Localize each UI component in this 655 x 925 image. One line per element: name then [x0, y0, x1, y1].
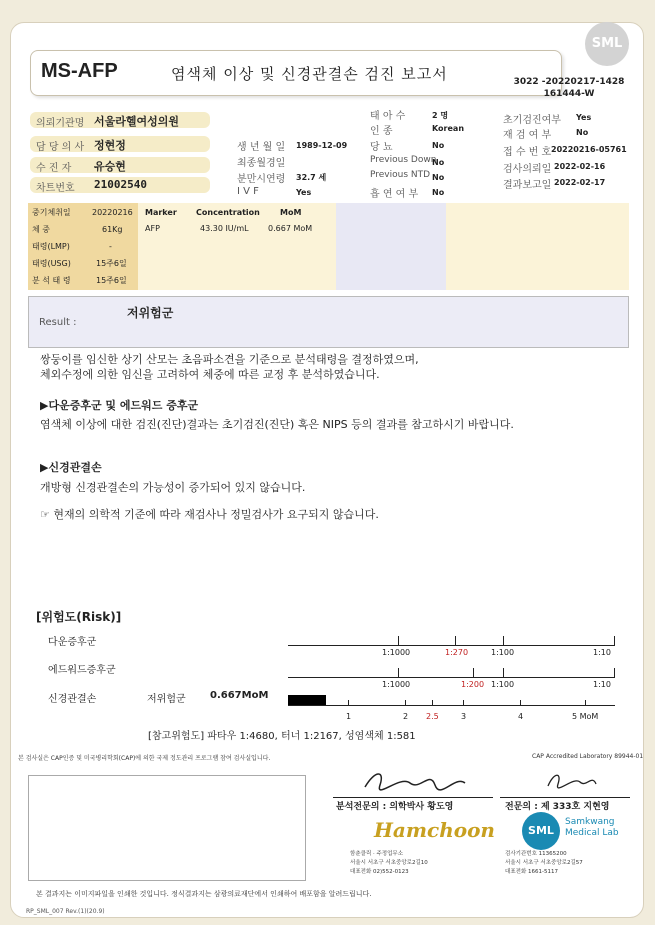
result-label: Result : [39, 317, 77, 328]
race-value: Korean [432, 124, 465, 133]
ivf-label: I V F [237, 186, 259, 197]
ntd-scale-3: 2.5 [426, 712, 439, 721]
diabetes-value: No [432, 141, 445, 150]
report-title: 염색체 이상 및 신경관결손 검진 보고서 [171, 65, 448, 83]
initial-label: 초기검진여부 [503, 115, 561, 126]
result-paragraph-2: 염색체 이상에 대한 검진(진단)결과는 초기검진(진단) 혹은 NIPS 등의 결과를 참고하시기 바랍니다. [40, 418, 514, 431]
fetus-value: 2 명 [432, 111, 449, 120]
institution-label: 의뢰기관명 [36, 118, 85, 129]
result-value: 저위험군 [127, 306, 174, 320]
chart-label: 차트번호 [36, 183, 75, 194]
diabetes-label: 당 뇨 [370, 142, 393, 153]
result-paragraph-3: 개방형 신경관결손의 가능성이 증가되어 있지 않습니다. [40, 481, 306, 494]
ntd-tick-1 [348, 700, 349, 705]
receipt-label: 접 수 번 호 [503, 147, 552, 158]
doctor-label: 담 당 의 사 [36, 142, 85, 153]
form-number: RP_SML_007 Rev.(1)(20.9) [26, 908, 105, 915]
smoke-label: 흡 연 여 부 [370, 189, 419, 200]
prev-down-value: No [432, 158, 445, 167]
specialist-name: 전문의 : 제 333호 지현영 [505, 802, 610, 812]
ntd-scale-4: 3 [461, 712, 467, 721]
edwards-scale-2: 1:200 [461, 680, 485, 689]
ntd-tick-2 [405, 700, 406, 705]
edwards-scale-4: 1:10 [593, 680, 611, 689]
ntd-risk-bar [288, 695, 326, 705]
ga-lmp-label: 태령(LMP) [32, 242, 70, 251]
concentration-value: 43.30 IU/mL [200, 224, 249, 233]
result-paragraph-1: 쌍둥이를 임신한 상기 산모는 초음파소견을 기준으로 분석태령을 결정하였으며, 체외수정에 의한 임신을 고려하여 체중에 따른 교정 후 분석하였습니다. [40, 353, 419, 381]
result-paragraph-4: ☞ 현재의 의학적 기준에 따라 재검사나 정밀검사가 요구되지 않습니다. [40, 508, 379, 521]
edwards-label: 에드워드증후군 [48, 665, 116, 676]
request-date-label: 검사의뢰일 [503, 164, 552, 175]
down-scale-2: 1:270 [445, 648, 469, 657]
prev-down-label: Previous Down [370, 155, 437, 165]
initial-value: Yes [576, 113, 592, 122]
ga-usg-label: 태령(USG) [32, 259, 71, 268]
chart-value: 21002540 [94, 178, 147, 191]
edwards-tick-3 [503, 668, 504, 678]
ntd-group: 저위험군 [147, 694, 186, 705]
ntd-scale-1: 1 [346, 712, 352, 721]
down-scale-1: 1:1000 [382, 648, 411, 657]
down-tick-1 [398, 636, 399, 646]
down-tick-2 [455, 636, 456, 646]
examinee-label: 수 진 자 [36, 163, 72, 174]
weight-date-value: 20220216 [92, 208, 133, 217]
retest-value: No [576, 128, 589, 137]
report-date-label: 결과보고일 [503, 180, 552, 191]
ntd-tick-4 [463, 700, 464, 705]
risk-title: [위험도(Risk)] [36, 610, 122, 624]
ntd-scale-5: 4 [518, 712, 524, 721]
request-date-value: 2022-02-16 [554, 162, 606, 171]
marker-value: AFP [145, 224, 160, 233]
col-concentration: Concentration [196, 208, 260, 217]
cap-lab: CAP Accredited Laboratory 89944-01 [532, 753, 644, 760]
doctor-value: 정현정 [94, 139, 126, 152]
down-tick-3 [503, 636, 504, 646]
down-scale-4: 1:10 [593, 648, 611, 657]
ntd-tick-3 [432, 700, 433, 705]
section-down-edwards: ▶다운증후군 및 에드워드 증후군 [40, 399, 199, 412]
sml-medical-name: Samkwang Medical Lab [565, 817, 619, 838]
hamchoon-info: 함춘클릭 · 주정업무소 서울시 서초구 서초중앙로2길10 대표전화 02)552-0123 [350, 851, 428, 875]
down-scale-3: 1:100 [491, 648, 515, 657]
age-value: 32.7 세 [296, 173, 327, 182]
fetus-label: 태 아 수 [370, 111, 406, 122]
institution-value: 서울라헬여성의원 [94, 115, 180, 128]
lmp-label: 최종월경일 [237, 158, 286, 169]
down-tick-4 [614, 636, 615, 646]
down-scale-line [288, 645, 615, 646]
ga-analysis-label: 분 석 태 령 [32, 276, 71, 285]
col-mom: MoM [280, 208, 302, 217]
birth-label: 생 년 월 일 [237, 142, 286, 153]
analyst-signature-icon [360, 765, 470, 795]
result-box [28, 296, 629, 348]
ntd-scale-line [288, 705, 615, 706]
comment-box [28, 775, 306, 881]
race-label: 인 종 [370, 126, 393, 137]
reference-risk: [참고위험도] 파타우 1:4680, 터너 1:2167, 성염색체 1:581 [148, 731, 416, 742]
ntd-mom: 0.667MoM [210, 690, 269, 701]
edwards-scale-1: 1:1000 [382, 680, 411, 689]
ivf-value: Yes [296, 188, 312, 197]
down-label: 다운증후군 [48, 637, 97, 648]
receipt-value: 20220216-05761 [551, 145, 627, 154]
analyst-name: 분석전문의 : 의학박사 황도영 [336, 802, 454, 812]
examinee-value: 유승현 [94, 160, 126, 173]
ga-lmp-value: - [109, 242, 112, 251]
ga-analysis-value: 15주6일 [96, 276, 127, 285]
ntd-tick-5 [520, 700, 521, 705]
report-code: MS-AFP [41, 60, 118, 82]
weight-label: 체 중 [32, 225, 50, 234]
report-date-value: 2022-02-17 [554, 178, 606, 187]
weight-value: 61Kg [102, 225, 123, 234]
report-header [30, 50, 562, 96]
col-marker: Marker [145, 208, 177, 217]
ga-usg-value: 15주6일 [96, 259, 127, 268]
edwards-scale-3: 1:100 [491, 680, 515, 689]
prev-ntd-label: Previous NTD [370, 170, 431, 180]
ntd-label: 신경관결손 [48, 694, 97, 705]
sml-info: 검사기관번호 11365200 서울시 서초구 서초중앙로2길57 대표전화 1661-5117 [505, 851, 583, 875]
edwards-tick-1 [398, 668, 399, 678]
birth-value: 1989-12-09 [296, 141, 348, 150]
mom-value: 0.667 MoM [268, 224, 313, 233]
ntd-scale-2: 2 [403, 712, 409, 721]
edwards-tick-4 [614, 668, 615, 678]
hamchoon-logo: Hamchoon [374, 818, 495, 842]
sml-logo-icon: SML [585, 22, 629, 66]
edwards-scale-line [288, 677, 615, 678]
ntd-tick-6 [585, 700, 586, 705]
age-label: 분만시연령 [237, 174, 286, 185]
specialist-signature-icon [540, 768, 600, 794]
report-id: 3022 -20220217-1428 161444-W [513, 77, 625, 99]
ntd-scale-6: 5 MoM [572, 712, 599, 721]
retest-label: 재 검 여 부 [503, 130, 552, 141]
sml-medical-logo-icon: SML [522, 812, 560, 850]
cap-note: 본 검사실은 CAP인증 및 미국병리학회(CAP)에 의한 국제 정도관리 프로그램 참여 검사실입니다. [18, 755, 271, 762]
weight-date-label: 중기체취일 [32, 208, 71, 217]
section-ntd: ▶신경관결손 [40, 461, 102, 474]
disclaimer: 본 결과지는 이미지파일을 인쇄한 것입니다. 정식결과지는 삼광의료재단에서 인쇄하여 배포함을 알려드립니다. [36, 890, 372, 898]
smoke-value: No [432, 188, 445, 197]
edwards-tick-2 [473, 668, 474, 678]
prev-ntd-value: No [432, 173, 445, 182]
